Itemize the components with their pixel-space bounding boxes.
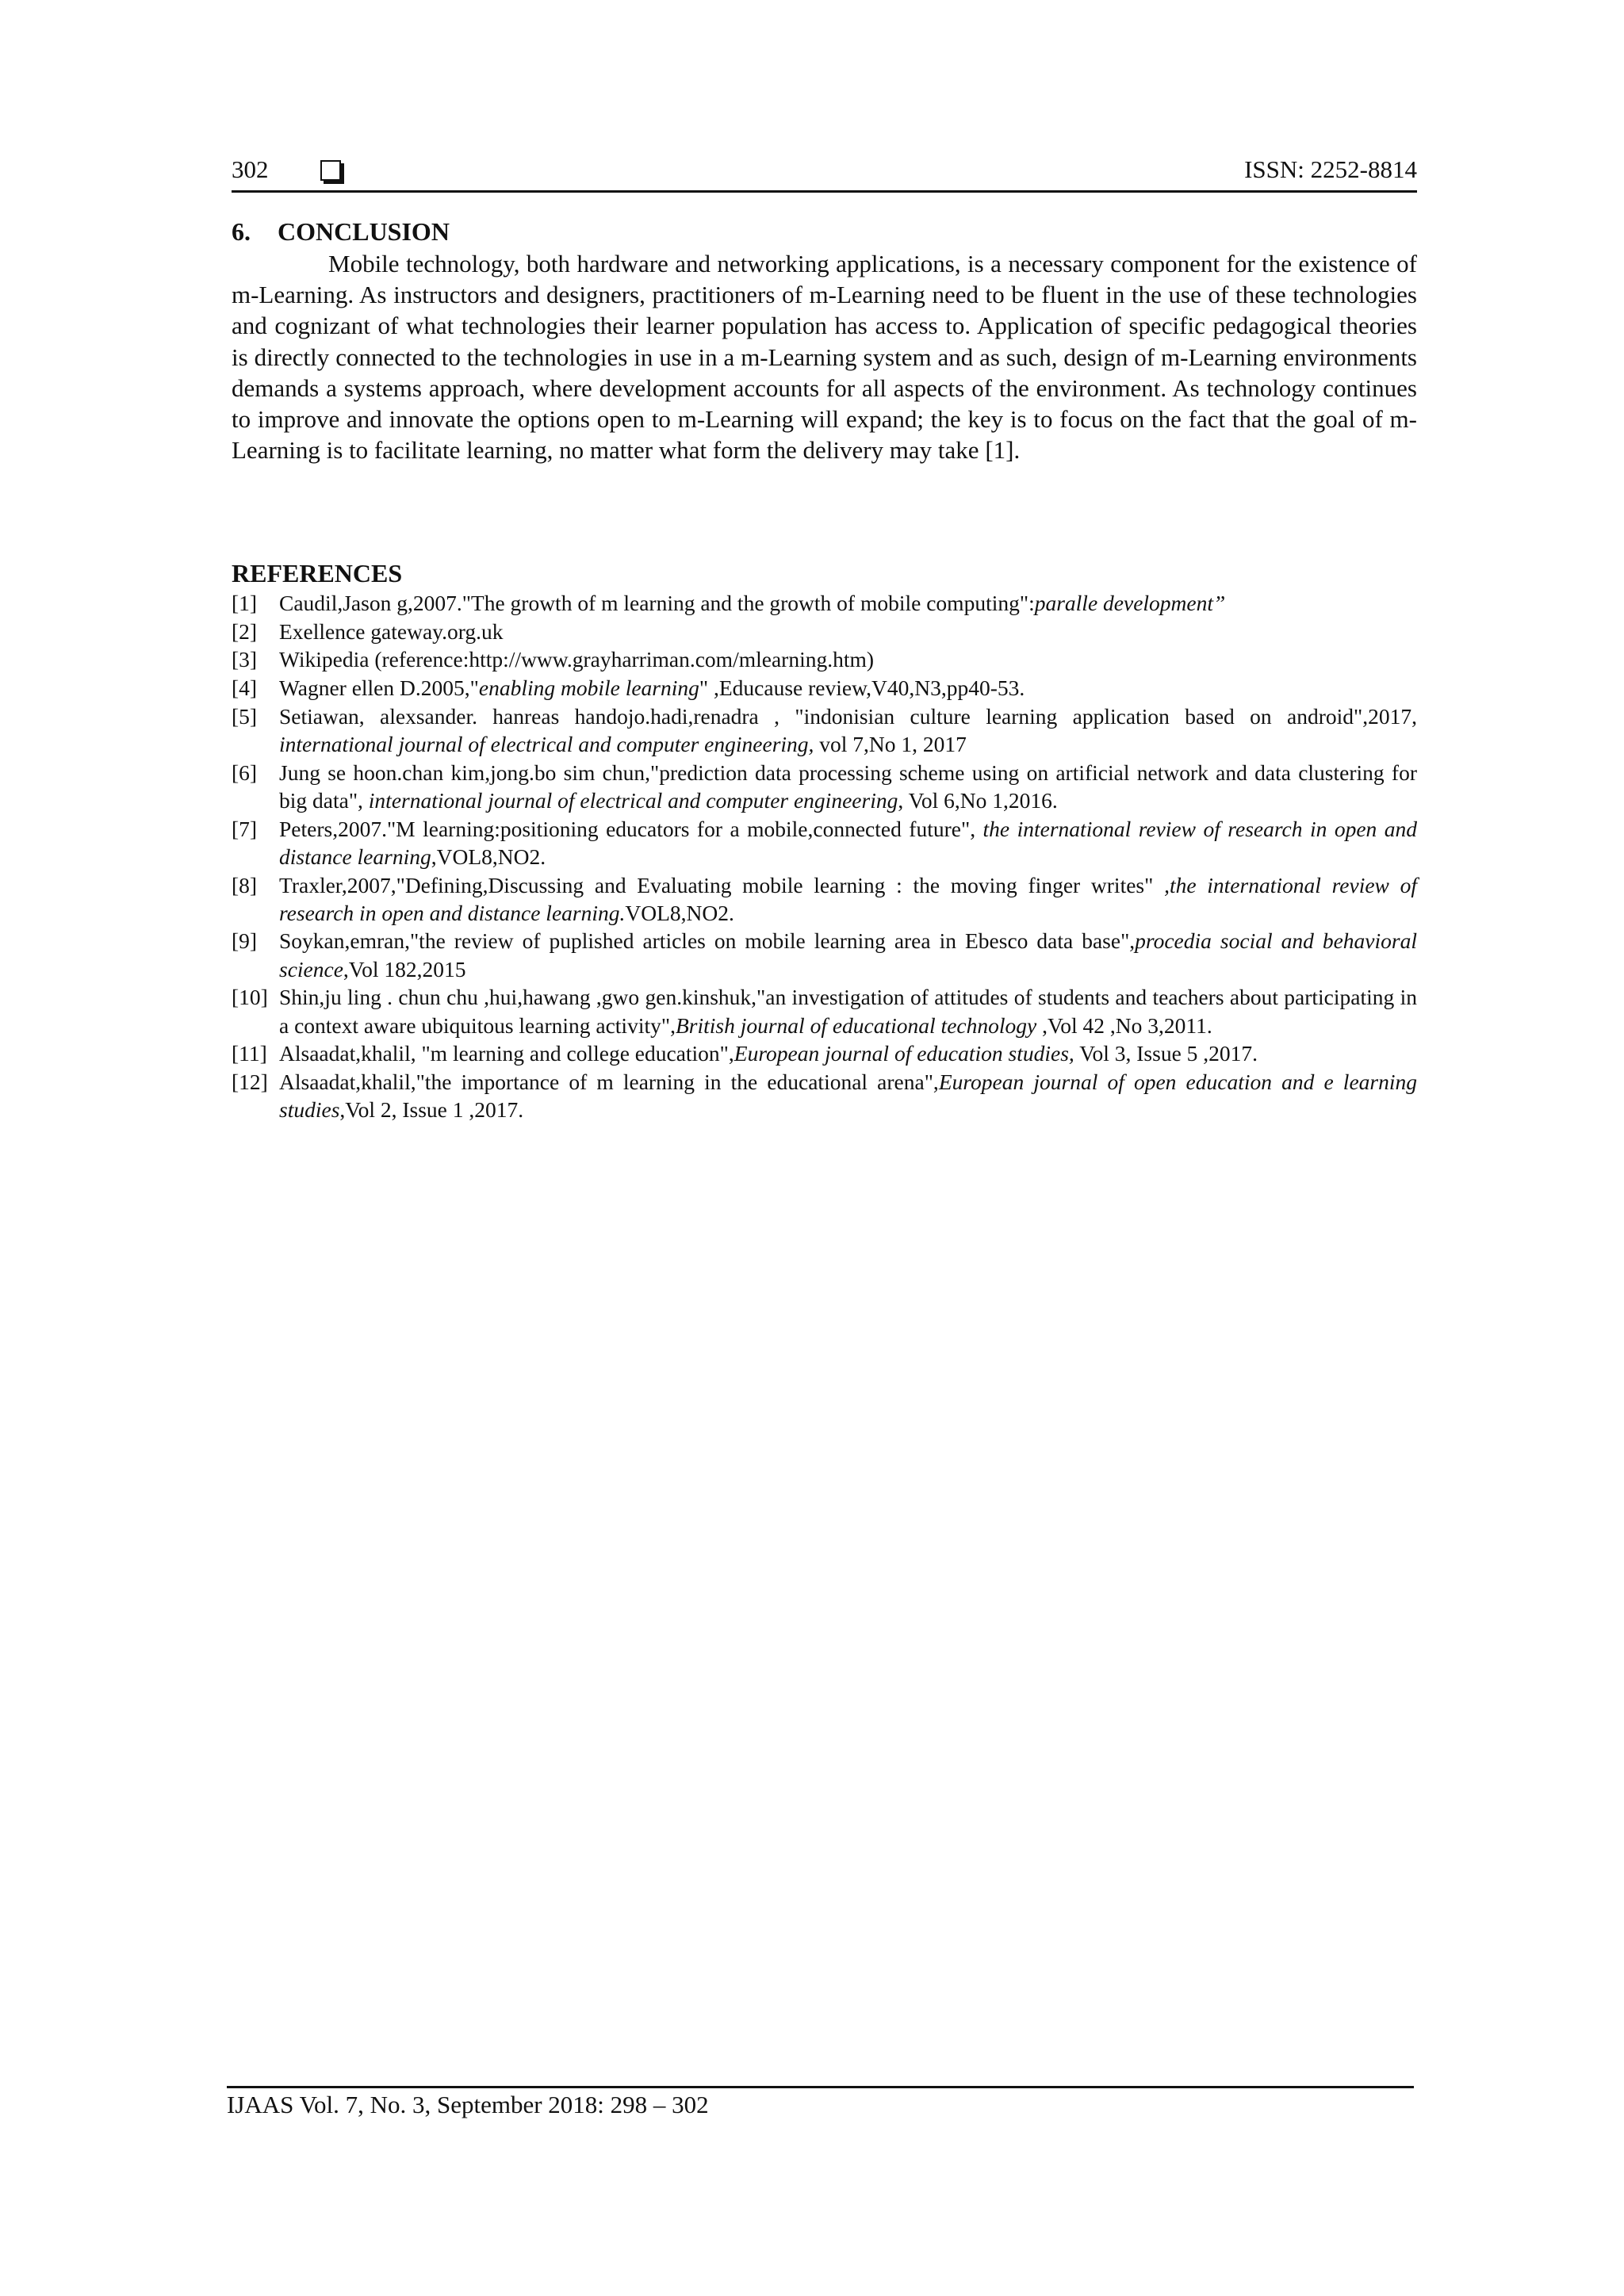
conclusion-paragraph: Mobile technology, both hardware and networking applications, is a necessary component for the existence of m-Learning. As instructors and designers, practitioners of m-Learning need to be fluent in the use of these technologies and cognizant of what technologies their learner population has access to. Application of specific pedagogical theories is directly connected to the technologies in use in a m-Learning system and as such, design of m-Learning environments demands a systems approach, where development accounts for all aspects of the environment. As technology continues to improve and innovate the options open to m-Learning will expand; the key is to focus on the fact that the goal of m-Learning is to facilitate learning, no matter what form the delivery may take [1]. xyxy=(232,250,1417,465)
reference-source: ,the international review of research in open and distance learning. xyxy=(279,872,1418,925)
reference-text: Wagner ellen D.2005," xyxy=(279,675,479,701)
page-header xyxy=(232,152,1417,192)
reference-item xyxy=(232,1039,1417,1067)
reference-source: international journal of electrical and computer engineering, xyxy=(279,732,814,757)
reference-text: Soykan,emran,"the review of puplished articles on mobile learning area in Ebesco data base", xyxy=(279,928,1136,954)
reference-details: vol 7,No 1, 2017 xyxy=(814,732,967,757)
section-number: 6. xyxy=(232,217,251,246)
reference-number: [8] xyxy=(232,872,258,897)
reference-text: Peters,2007."M learning:positioning educators for a mobile,connected future", xyxy=(279,816,983,841)
reference-text: Wikipedia (reference:http://www.grayharriman.com/mlearning.htm) xyxy=(279,647,875,672)
reference-source: European journal of open education and e learning studies xyxy=(279,1069,1417,1123)
page-number: 302 xyxy=(232,155,269,183)
reference-number: [5] xyxy=(232,703,258,729)
reference-text: Setiawan, alexsander. hanreas handojo.hadi,renadra , "indonisian culture learning application based on android",2017, xyxy=(279,703,1417,729)
reference-source: enabling mobile learning xyxy=(478,675,699,701)
footer-rule xyxy=(227,2086,1414,2088)
reference-details: ,Vol 42 ,No 3,2011. xyxy=(1036,1012,1212,1038)
section-title: CONCLUSION xyxy=(278,217,450,246)
reference-text: Alsaadat,khalil,"the importance of m learning in the educational arena", xyxy=(279,1069,939,1094)
reference-item xyxy=(232,871,1417,927)
reference-text: Alsaadat,khalil, "m learning and college education", xyxy=(279,1041,734,1066)
reference-number: [3] xyxy=(232,647,258,672)
reference-text: Shin,ju ling . chun chu ,hui,hawang ,gwo gen.kinshuk,"an investigation of attitudes of students and teachers about participating in a context aware ubiquitous learning activity", xyxy=(279,985,1417,1038)
reference-details: ,Vol 2, Issue 1 ,2017. xyxy=(339,1097,524,1123)
reference-text: Jung se hoon.chan kim,jong.bo sim chun,"prediction data processing scheme using on artificial network and data clustering for big data", xyxy=(279,760,1417,813)
reference-item xyxy=(232,674,1417,702)
reference-number: [12] xyxy=(232,1069,268,1094)
reference-number: [9] xyxy=(232,928,258,954)
reference-number: [6] xyxy=(232,760,258,785)
reference-item xyxy=(232,983,1417,1039)
reference-list xyxy=(232,589,1417,1124)
reference-text: Traxler,2007,"Defining,Discussing and Evaluating mobile learning : the moving finger writes" xyxy=(279,872,1165,897)
reference-details: ,Vol 182,2015 xyxy=(343,956,466,982)
reference-details: ,VOL8,NO2. xyxy=(431,844,546,869)
issn-label: ISSN: 2252-8814 xyxy=(1244,155,1417,183)
reference-item xyxy=(232,1068,1417,1123)
reference-details: Vol 3, Issue 5 ,2017. xyxy=(1074,1041,1258,1066)
reference-number: [2] xyxy=(232,618,258,644)
section-heading xyxy=(232,217,450,247)
references-heading: REFERENCES xyxy=(232,559,403,587)
reference-item xyxy=(232,759,1417,814)
reference-number: [1] xyxy=(232,591,258,615)
reference-number: [7] xyxy=(232,816,258,841)
reference-source: European journal of education studies, xyxy=(733,1041,1074,1066)
reference-source: British journal of educational technology xyxy=(675,1012,1037,1038)
reference-item xyxy=(232,618,1417,645)
checkbox-square-icon xyxy=(320,160,341,181)
reference-number: [11] xyxy=(232,1041,267,1066)
reference-item xyxy=(232,645,1417,673)
reference-text: Caudil,Jason g,2007."The growth of m learning and the growth of mobile computing": xyxy=(279,591,1035,615)
reference-details: VOL8,NO2. xyxy=(625,900,734,925)
header-rule xyxy=(232,190,1417,193)
reference-source: the international review of research in open and distance learning xyxy=(279,816,1417,869)
reference-source: international journal of electrical and computer engineering xyxy=(368,787,898,813)
reference-number: [10] xyxy=(232,985,268,1010)
reference-source: procedia social and behavioral science xyxy=(279,928,1417,982)
reference-text: Exellence gateway.org.uk xyxy=(279,618,504,644)
reference-number: [4] xyxy=(232,675,258,701)
journal-footer: IJAAS Vol. 7, No. 3, September 2018: 298 – 302 xyxy=(227,2091,709,2118)
reference-item xyxy=(232,702,1417,758)
reference-item xyxy=(232,815,1417,871)
reference-details: , Vol 6,No 1,2016. xyxy=(898,787,1058,813)
reference-item xyxy=(232,927,1417,982)
reference-item xyxy=(232,589,1417,617)
reference-details: " ,Educause review,V40,N3,pp40-53. xyxy=(699,675,1025,701)
reference-source: paralle development” xyxy=(1034,591,1226,615)
